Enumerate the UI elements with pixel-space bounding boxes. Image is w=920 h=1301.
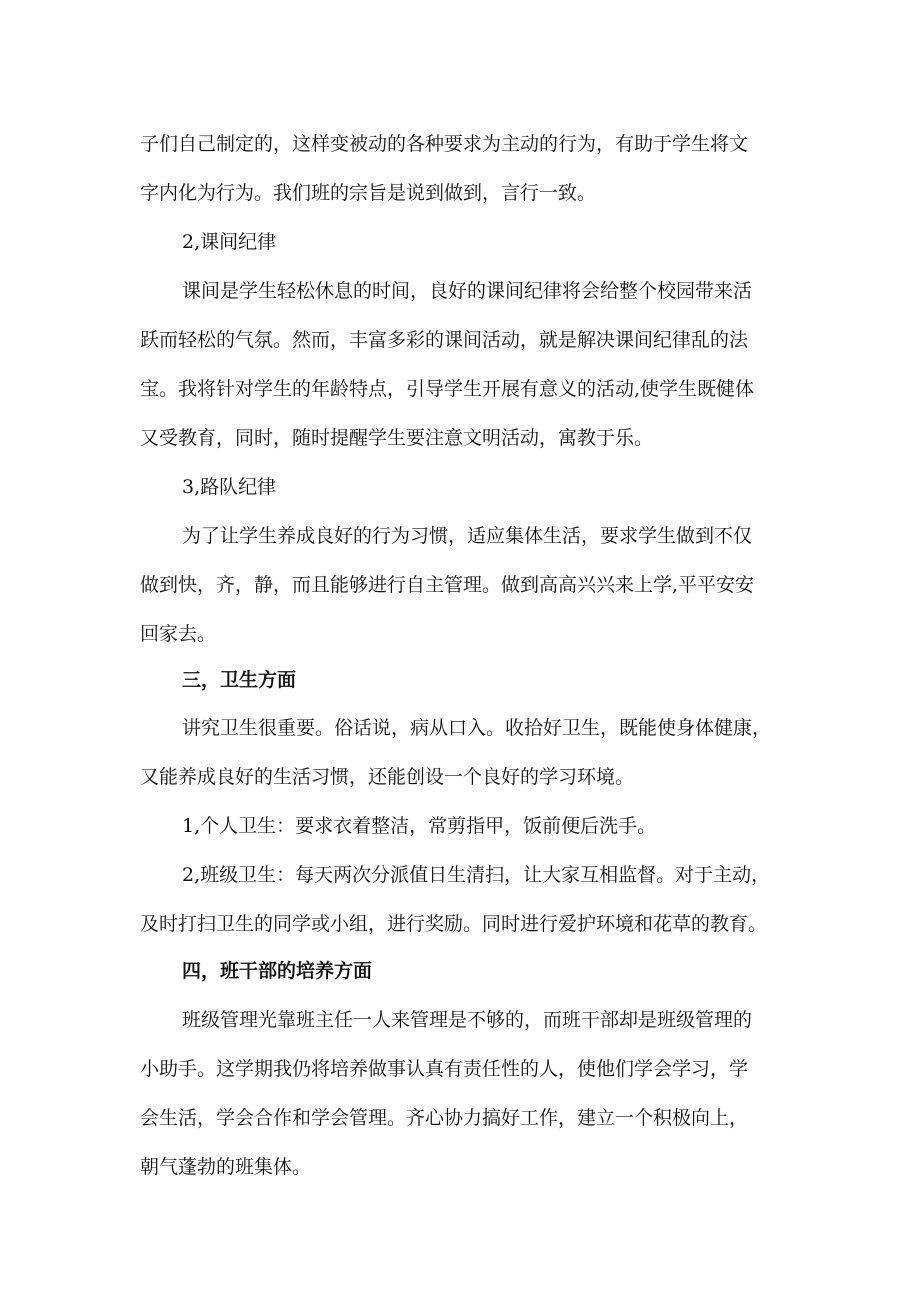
paragraph-line: 回家去。 — [140, 623, 217, 645]
section-subheading: 3,路队纪律 — [182, 476, 277, 498]
paragraph-line: 又受教育，同时，随时提醒学生要注意文明活动，寓教于乐。 — [140, 427, 654, 449]
paragraph-line: 子们自己制定的，这样变被动的各种要求为主动的行为，有助于学生将文 — [140, 133, 749, 155]
section-heading: 三，卫生方面 — [182, 669, 297, 691]
paragraph-line: 讲究卫生很重要。俗话说，病从口入。收拾好卫生，既能使身体健康， — [182, 717, 772, 739]
paragraph-line: 跃而轻松的气氛。然而，丰富多彩的课间活动，就是解决课间纪律乱的法 — [140, 329, 749, 351]
list-item: 1,个人卫生：要求衣着整洁，常剪指甲，饭前便后洗手。 — [182, 815, 657, 837]
section-heading: 四，班干部的培养方面 — [182, 960, 373, 982]
paragraph-line: 及时打扫卫生的同学或小组，进行奖励。同时进行爱护环境和花草的教育。 — [140, 913, 768, 935]
paragraph-line: 做到快，齐，静，而且能够进行自主管理。做到高高兴兴来上学,平平安安 — [140, 574, 755, 596]
paragraph-line: 朝气蓬勃的班集体。 — [140, 1156, 312, 1178]
paragraph-line: 小助手。这学期我仍将培养做事认真有责任性的人，使他们学会学习，学 — [140, 1058, 749, 1080]
paragraph-line: 班级管理光靠班主任一人来管理是不够的，而班干部却是班级管理的 — [182, 1009, 753, 1031]
list-item: 2,班级卫生：每天两次分派值日生清扫，让大家互相监督。对于主动， — [182, 864, 771, 886]
paragraph-line: 为了让学生养成良好的行为习惯，适应集体生活，要求学生做到不仅 — [182, 525, 753, 547]
paragraph-line: 字内化为行为。我们班的宗旨是说到做到，言行一致。 — [140, 182, 597, 204]
section-subheading: 2,课间纪律 — [182, 231, 277, 253]
paragraph-line: 课间是学生轻松休息的时间，良好的课间纪律将会给整个校园带来活 — [182, 280, 753, 302]
paragraph-line: 会生活，学会合作和学会管理。齐心协力搞好工作，建立一个积极向上， — [140, 1107, 749, 1129]
paragraph-line: 宝。我将针对学生的年龄特点，引导学生开展有意义的活动,使学生既健体 — [140, 378, 755, 400]
paragraph-line: 又能养成良好的生活习惯，还能创设一个良好的学习环境。 — [140, 766, 635, 788]
